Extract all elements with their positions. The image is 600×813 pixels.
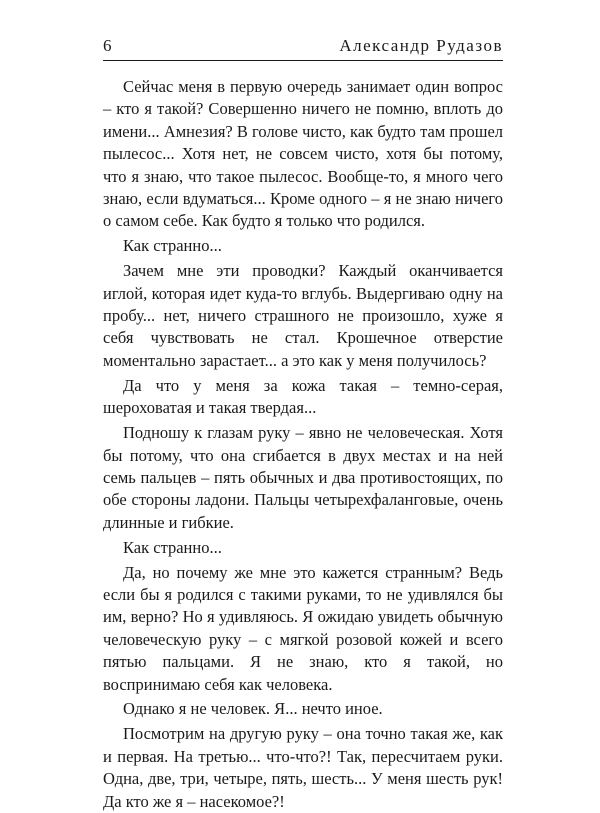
paragraph: Сейчас меня в первую очередь занимает один вопрос – кто я такой? Совершенно ничего не помню, вплоть до имени... Амнезия? В голове чисто, как будто там прошел пылесос... Хотя нет, не совсем чисто, хотя бы потому, что я знаю, что такое пылесос. Вообще-то, я много чего знаю, если вдуматься... Кроме одного – я не знаю ничего о самом себе. Как будто я только что родился. [103, 77, 503, 231]
paragraph: Посмотрим на другую руку – она точно такая же, как и первая. На третью... что-что?! Так, пересчитаем руки. Одна, две, три, четыре, пять, шесть... У меня шесть рук! Да кто же я – насекомое?! [103, 724, 503, 811]
page-header [103, 34, 503, 61]
running-title: Александр Рудазов [339, 36, 503, 55]
body-text [103, 76, 503, 813]
paragraph: Как странно... [123, 236, 222, 256]
page-number: 6 [103, 36, 112, 55]
paragraph: Да что у меня за кожа такая – темно-серая, шероховатая и такая твердая... [103, 375, 503, 418]
paragraph: Однако я не человек. Я... нечто иное. [123, 699, 383, 719]
paragraph: Подношу к глазам руку – явно не человеческая. Хотя бы потому, что она сгибается в двух местах и на ней семь пальцев – пять обычных и два противостоящих, по обе стороны ладони. Пальцы четырехфаланговые, очень длинные и гибкие. [103, 423, 503, 532]
paragraph: Да, но почему же мне это кажется странным? Ведь если бы я родился с такими руками, то не удивлялся бы им, верно? Но я удивляюсь. Я ожидаю увидеть обычную человеческую руку – с мягкой розовой кожей и всего пятью пальцами. Я не знаю, кто я такой, но воспринимаю себя как человека. [103, 562, 503, 694]
paragraph: Как странно... [123, 537, 222, 557]
paragraph: Зачем мне эти проводки? Каждый оканчивается иглой, которая идет куда-то вглубь. Выдергиваю одну на пробу... нет, ничего страшного не произошло, хуже я себя чувствовать не стал. Крошечное отверстие моментально зарастает... а это как у меня получилось? [103, 261, 503, 370]
